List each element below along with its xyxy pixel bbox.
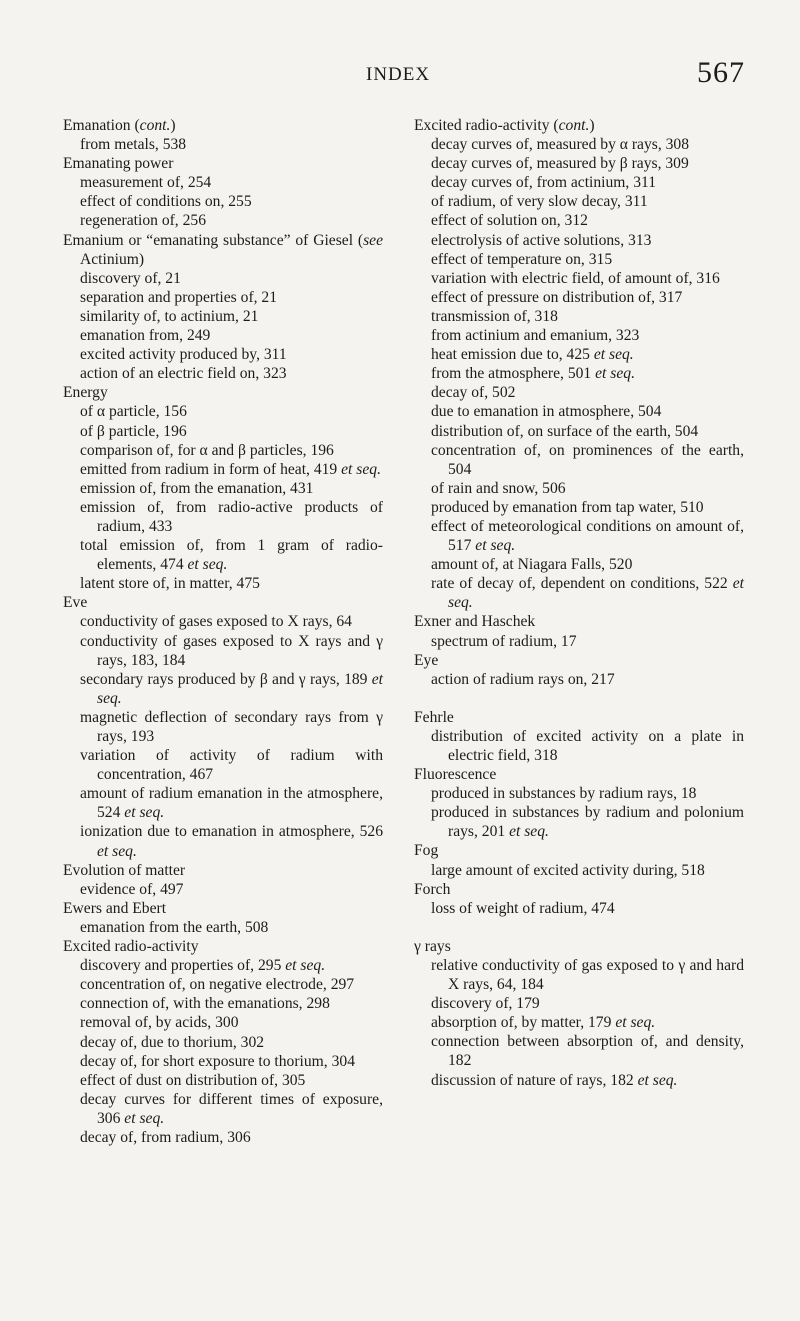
index-subentry: action of an electric field on, 323	[80, 365, 287, 383]
index-subentry: measurement of, 254	[80, 174, 212, 192]
index-subentry: decay curves of, from actinium, 311	[431, 174, 657, 192]
index-subentry: loss of weight of radium, 474	[431, 899, 615, 917]
index-entry	[63, 154, 383, 230]
index-heading: Emanating power	[63, 155, 174, 173]
index-entry	[414, 880, 744, 918]
index-entry	[414, 612, 744, 650]
index-subentry: excited activity produced by, 311	[80, 346, 287, 364]
index-subentry: effect of temperature on, 315	[431, 250, 613, 268]
index-subentry: variation of activity of radium with concentration, 467	[80, 747, 383, 784]
index-heading: Emanium or “emanating substance” of Giesel (see Actinium)	[63, 231, 383, 268]
index-subentry: decay curves for different times of exposure, 306 et seq.	[80, 1090, 383, 1127]
index-subentry: from the atmosphere, 501 et seq.	[431, 365, 635, 383]
index-entry	[414, 116, 744, 612]
index-subentry: due to emanation in atmosphere, 504	[431, 403, 662, 421]
index-subentry: decay of, due to thorium, 302	[80, 1033, 265, 1051]
index-subentry: connection between absorption of, and density, 182	[431, 1033, 744, 1070]
index-heading: Fog	[414, 842, 439, 860]
index-subentry: conductivity of gases exposed to X rays, 64	[80, 613, 352, 631]
index-subentry: magnetic deflection of secondary rays from γ rays, 193	[80, 708, 383, 745]
index-entry	[414, 765, 744, 841]
index-subentry: from metals, 538	[80, 136, 187, 154]
index-subentry: amount of, at Niagara Falls, 520	[431, 556, 633, 574]
index-subentry: discovery and properties of, 295 et seq.	[80, 957, 326, 975]
index-subentry: produced in substances by radium rays, 18	[431, 785, 697, 803]
index-subentry: comparison of, for α and β particles, 196	[80, 441, 334, 459]
index-subentry: decay curves of, measured by α rays, 308	[431, 136, 690, 154]
index-subentry: emission of, from radio-active products of radium, 433	[80, 498, 383, 535]
page-title: INDEX	[366, 64, 431, 85]
index-heading: Emanation (cont.)	[63, 117, 176, 134]
index-entry	[63, 116, 383, 154]
index-subentry: evidence of, 497	[80, 880, 184, 898]
index-subentry: ionization due to emanation in atmosphere, 526 et seq.	[80, 823, 383, 860]
index-subentry: variation with electric field, of amount of, 316	[431, 269, 720, 287]
index-subentry: connection of, with the emanations, 298	[80, 995, 330, 1013]
index-heading: Forch	[414, 880, 451, 898]
index-heading: Eve	[63, 594, 88, 612]
index-subentry: discovery of, 21	[80, 269, 181, 287]
index-subentry: effect of solution on, 312	[431, 212, 588, 230]
index-subentry: distribution of excited activity on a plate in electric field, 318	[431, 727, 744, 764]
page-header	[0, 56, 800, 100]
index-heading: Excited radio-activity (cont.)	[414, 117, 595, 134]
index-subentry: discovery of, 179	[431, 995, 540, 1013]
index-subentry: conductivity of gases exposed to X rays and γ rays, 183, 184	[80, 632, 383, 669]
index-heading: Fluorescence	[414, 766, 497, 784]
index-subentry: action of radium rays on, 217	[431, 670, 615, 688]
index-heading: Eye	[414, 651, 439, 669]
index-subentry: of radium, of very slow decay, 311	[431, 193, 648, 211]
index-heading: Evolution of matter	[63, 861, 186, 879]
index-subentry: from actinium and emanium, 323	[431, 327, 640, 345]
index-subentry: concentration of, on negative electrode, 297	[80, 976, 355, 994]
index-column-right	[414, 116, 744, 1090]
index-entry	[414, 937, 744, 1090]
index-subentry: similarity of, to actinium, 21	[80, 307, 259, 325]
index-subentry: large amount of excited activity during, 518	[431, 861, 705, 879]
index-subentry: latent store of, in matter, 475	[80, 575, 260, 593]
index-subentry: spectrum of radium, 17	[431, 632, 577, 650]
index-subentry: regeneration of, 256	[80, 212, 206, 230]
index-subentry: concentration of, on prominences of the earth, 504	[431, 441, 744, 478]
index-subentry: amount of radium emanation in the atmosphere, 524 et seq.	[80, 785, 383, 822]
index-subentry: secondary rays produced by β and γ rays, 189 et seq.	[80, 670, 383, 707]
index-subentry: absorption of, by matter, 179 et seq.	[431, 1014, 656, 1032]
index-subentry: total emission of, from 1 gram of radio-elements, 474 et seq.	[80, 537, 383, 574]
index-subentry: electrolysis of active solutions, 313	[431, 231, 652, 249]
index-heading: Ewers and Ebert	[63, 899, 167, 917]
index-subentry: of α particle, 156	[80, 403, 187, 421]
index-entry	[63, 861, 383, 899]
index-entry	[63, 593, 383, 860]
index-entry	[63, 937, 383, 1147]
index-subentry: discussion of nature of rays, 182 et seq.	[431, 1071, 678, 1089]
index-subentry: of β particle, 196	[80, 422, 187, 440]
index-subentry: separation and properties of, 21	[80, 288, 278, 306]
index-subentry: produced in substances by radium and polonium rays, 201 et seq.	[431, 804, 744, 841]
index-heading: Fehrle	[414, 708, 454, 726]
index-subentry: heat emission due to, 425 et seq.	[431, 346, 634, 364]
index-subentry: decay curves of, measured by β rays, 309	[431, 155, 689, 173]
index-entry	[63, 899, 383, 937]
index-entry	[414, 708, 744, 765]
index-subentry: effect of meteorological conditions on amount of, 517 et seq.	[431, 517, 744, 555]
index-column-left	[63, 116, 383, 1147]
index-subentry: emanation from the earth, 508	[80, 918, 269, 936]
index-heading: Energy	[63, 384, 108, 402]
index-subentry: transmission of, 318	[431, 307, 558, 325]
index-subentry: removal of, by acids, 300	[80, 1014, 239, 1032]
index-subentry: effect of conditions on, 255	[80, 193, 252, 211]
index-subentry: emitted from radium in form of heat, 419 et seq.	[80, 460, 381, 478]
index-heading: γ rays	[414, 937, 451, 955]
index-heading: Exner and Haschek	[414, 613, 536, 631]
index-entry	[63, 231, 383, 384]
index-subentry: emanation from, 249	[80, 327, 211, 345]
index-subentry: of rain and snow, 506	[431, 479, 566, 497]
index-subentry: effect of dust on distribution of, 305	[80, 1071, 306, 1089]
index-subentry: rate of decay of, dependent on conditions, 522 et seq.	[431, 575, 744, 612]
index-heading: Excited radio-activity	[63, 938, 199, 956]
index-subentry: decay of, for short exposure to thorium, 304	[80, 1052, 355, 1070]
index-subentry: relative conductivity of gas exposed to γ and hard X rays, 64, 184	[431, 956, 744, 994]
page-number: 567	[697, 56, 745, 89]
index-subentry: effect of pressure on distribution of, 317	[431, 288, 683, 306]
index-entry	[63, 383, 383, 593]
index-subentry: decay of, 502	[431, 384, 516, 402]
index-entry	[414, 651, 744, 689]
index-subentry: decay of, from radium, 306	[80, 1128, 251, 1146]
index-subentry: produced by emanation from tap water, 510	[431, 498, 704, 516]
index-subentry: distribution of, on surface of the earth, 504	[431, 422, 699, 440]
index-entry	[414, 841, 744, 879]
index-subentry: emission of, from the emanation, 431	[80, 479, 314, 497]
